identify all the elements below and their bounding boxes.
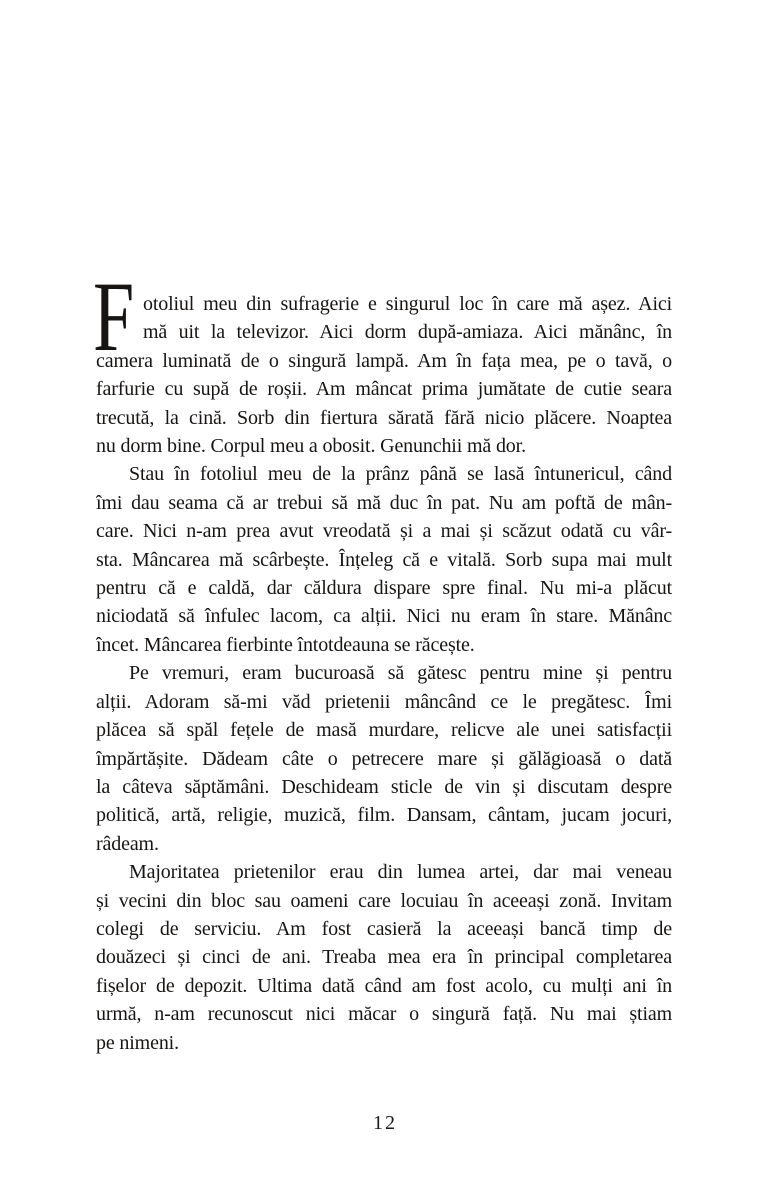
text-line: colegi de serviciu. Am fost casieră la aceeași bancă timp de: [96, 917, 672, 940]
text-line: alții. Adoram să-mi văd prietenii mâncând ce le pregătesc. Îmi: [96, 690, 672, 713]
text-line: fișelor de depozit. Ultima dată când am fost acolo, cu mulți ani în: [96, 974, 672, 997]
text-line: pentru că e caldă, dar căldura dispare spre final. Nu mi-a plăcut: [96, 577, 672, 600]
text-line: Pe vremuri, eram bucuroasă să gătesc pentru mine și pentru: [129, 662, 672, 685]
text-line: nu dorm bine. Corpul meu a obosit. Genunchii mă dor.: [96, 435, 526, 458]
text-line: care. Nici n-am prea avut vreodată și a mai și scăzut odată cu vâr-: [96, 520, 672, 543]
text-line: douăzeci și cinci de ani. Treaba mea era în principal completarea: [96, 946, 672, 969]
page-number: 12: [373, 1112, 397, 1134]
text-line: otoliul meu din sufragerie e singurul loc în care mă așez. Aici: [143, 293, 672, 315]
text-line: plăcea să spăl fețele de masă murdare, relicve ale unei satisfacții: [96, 719, 672, 742]
paragraph: [96, 659, 672, 858]
text-line: farfurie cu supă de roșii. Am mâncat prima jumătate de cutie seara: [96, 378, 672, 401]
paragraph: [96, 858, 672, 1057]
text-line: îmi dau seama că ar trebui să mă duc în pat. Nu am poftă de mân-: [96, 491, 672, 514]
text-line: mă uit la televizor. Aici dorm după-amiaza. Aici mănânc, în: [143, 321, 672, 344]
text-line: niciodată să înfulec lacom, ca alții. Nici nu eram în stare. Mănânc: [96, 605, 672, 628]
text-line: Majoritatea prietenilor erau din lumea artei, dar mai veneau: [129, 861, 672, 884]
text-line: sta. Mâncarea mă scârbește. Înțeleg că e vitală. Sorb supa mai mult: [96, 548, 672, 571]
paragraph: [93, 261, 672, 460]
text-line: pe nimeni.: [96, 1031, 179, 1054]
text-line: la câteva săptămâni. Deschideam sticle de vin și discutam despre: [96, 775, 672, 798]
text-line: urmă, n-am recunoscut nici măcar o singură față. Nu mai știam: [96, 1003, 672, 1026]
drop-cap: F: [93, 261, 135, 372]
text-line: Stau în fotoliul meu de la prânz până se lasă întunericul, când: [129, 463, 672, 486]
text-line: și vecini din bloc sau oameni care locuiau în aceeași zonă. Invitam: [96, 889, 672, 912]
text-line: împărtășite. Dădeam câte o petrecere mare și gălăgioasă o dată: [96, 747, 672, 770]
text-line: încet. Mâncarea fierbinte întotdeauna se răcește.: [96, 633, 475, 656]
text-line: trecută, la cină. Sorb din fiertura sărată fără nicio plăcere. Noaptea: [96, 406, 672, 429]
text-line: politică, artă, religie, muzică, film. Dansam, cântam, jucam jocuri,: [96, 804, 672, 827]
paragraph: [96, 460, 672, 659]
text-line: camera luminată de o singură lampă. Am în fața mea, pe o tavă, o: [96, 349, 672, 372]
page-text: [93, 261, 672, 1057]
text-line: râdeam.: [96, 832, 159, 855]
